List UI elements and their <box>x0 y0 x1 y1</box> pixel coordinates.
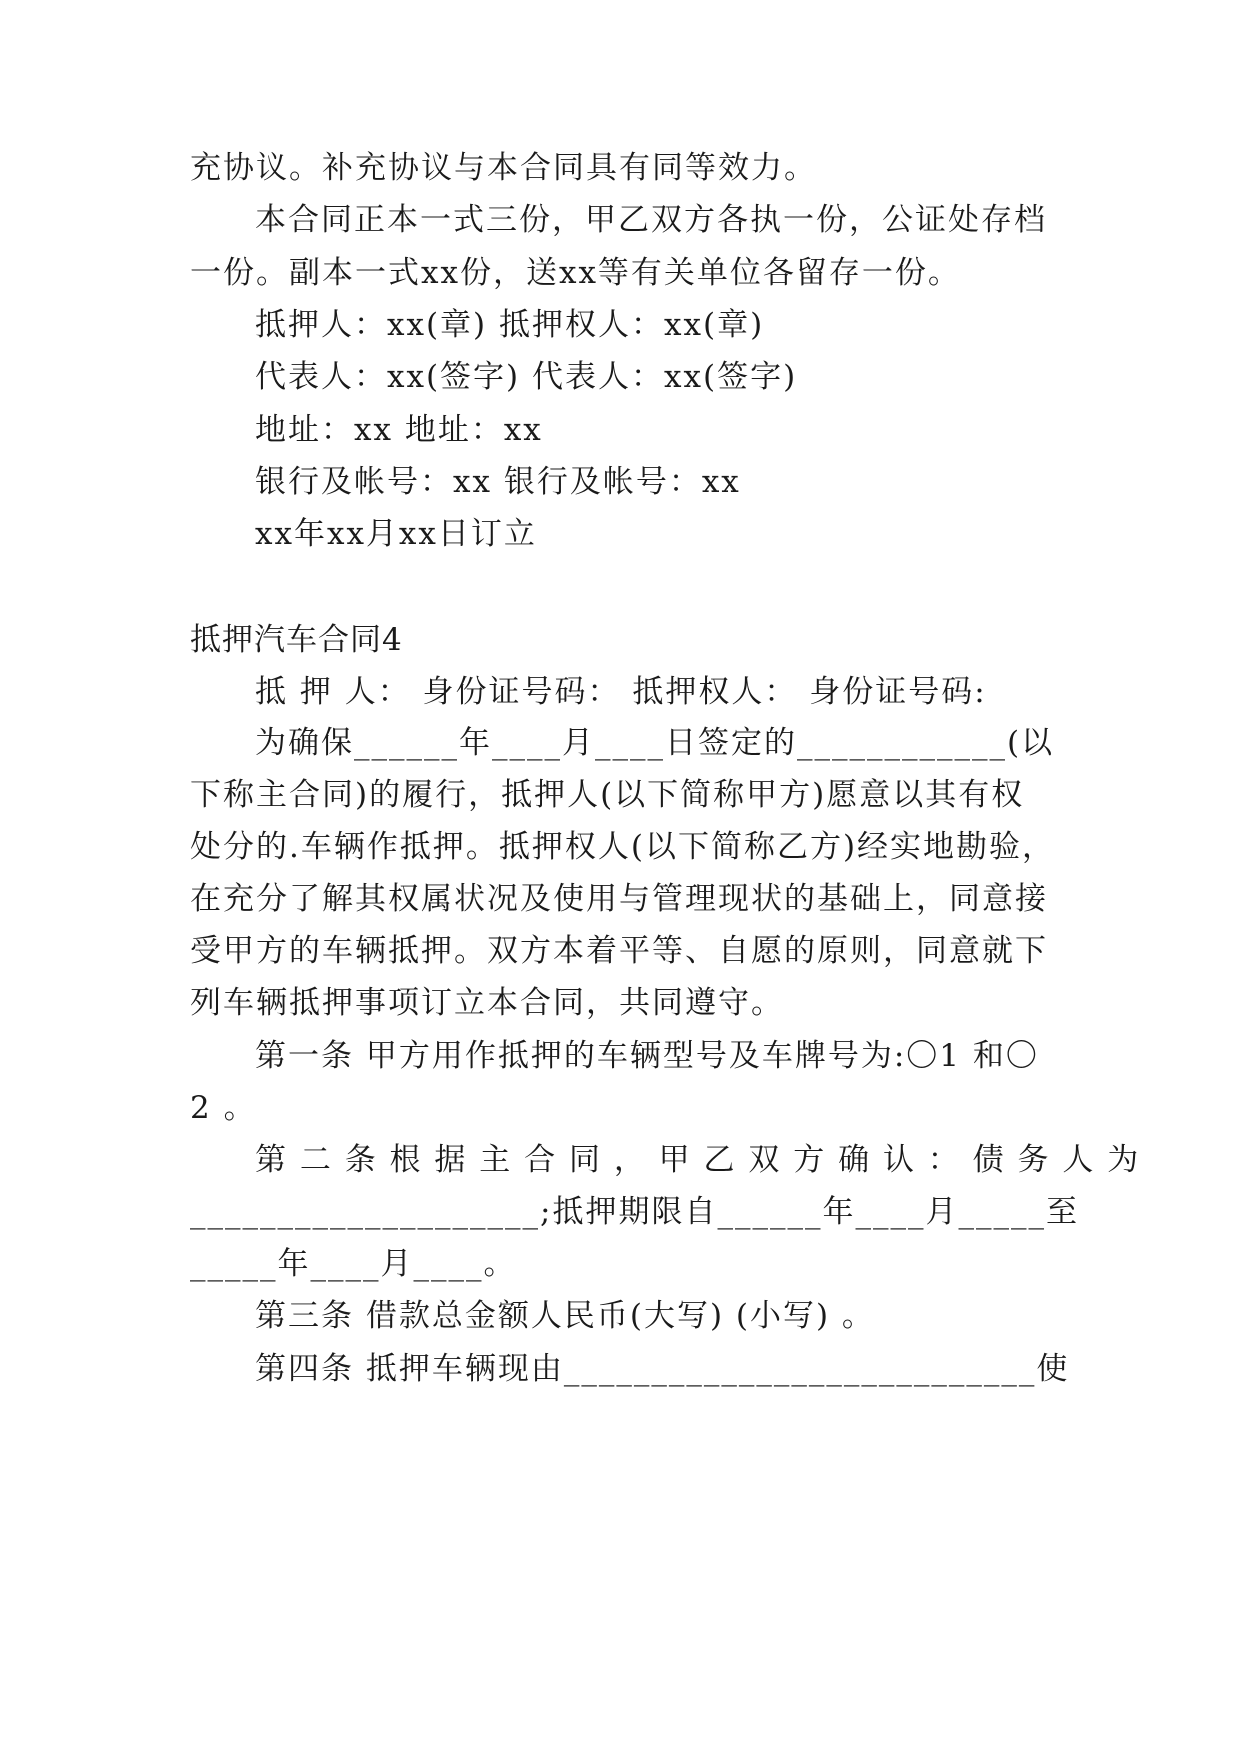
signature-line-representative: 代表人：xx(签字) 代表人：xx(签字) <box>255 359 798 395</box>
article-2-date-line: _____年____月____。 <box>190 1246 517 1282</box>
body-line: 下称主合同)的履行，抵押人(以下简称甲方)愿意以其有权 <box>190 777 1025 813</box>
article-4-line: 第四条 抵押车辆现由___________________________使 <box>255 1351 1070 1387</box>
paragraph-line: 本合同正本一式三份，甲乙双方各执一份，公证处存档 <box>255 202 1047 238</box>
paragraph-line: 一份。副本一式xx份，送xx等有关单位各留存一份。 <box>190 255 961 291</box>
parties-line: 抵 押 人： 身份证号码： 抵押权人： 身份证号码: <box>255 674 987 710</box>
article-3-line: 第三条 借款总金额人民币(大写) (小写) 。 <box>255 1298 875 1334</box>
paragraph-line: 充协议。补充协议与本合同具有同等效力。 <box>190 150 817 186</box>
body-line: 处分的.车辆作抵押。抵押权人(以下简称乙方)经实地勘验， <box>190 829 1056 865</box>
article-2-line: 第 二 条 根 据 主 合 同 ， 甲 乙 双 方 确 认 ： 债 务 人 为 <box>255 1142 1141 1178</box>
signature-line-bank-account: 银行及帐号：xx 银行及帐号：xx <box>255 464 741 500</box>
body-line: 受甲方的车辆抵押。双方本着平等、自愿的原则，同意就下 <box>190 933 1048 969</box>
article-2-blank-line: ____________________;抵押期限自______年____月_____至 <box>190 1194 1079 1230</box>
article-1-continuation: 2 。 <box>190 1090 257 1126</box>
signature-line-address: 地址：xx 地址：xx <box>255 412 543 448</box>
body-line: 在充分了解其权属状况及使用与管理现状的基础上，同意接 <box>190 881 1048 917</box>
signature-line-seal: 抵押人：xx(章) 抵押权人：xx(章) <box>255 307 765 343</box>
article-1-line: 第一条 甲方用作抵押的车辆型号及车牌号为:〇1 和〇 <box>255 1038 1039 1074</box>
body-line: 为确保______年____月____日签定的____________(以 <box>255 725 1055 761</box>
signature-date: xx年xx月xx日订立 <box>255 516 537 552</box>
body-line: 列车辆抵押事项订立本合同，共同遵守。 <box>190 985 784 1021</box>
section-title: 抵押汽车合同4 <box>190 622 403 658</box>
